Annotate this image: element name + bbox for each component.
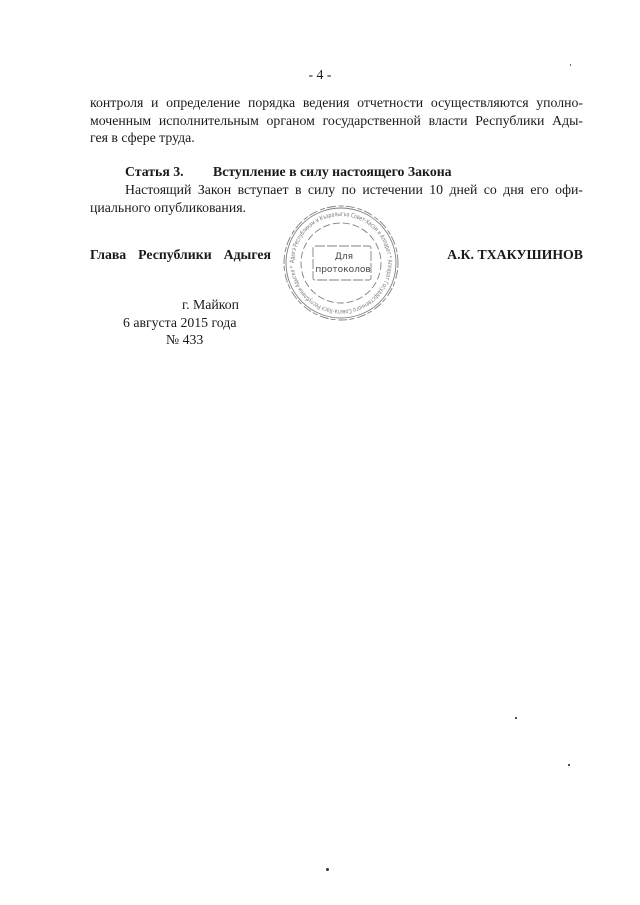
scan-speck	[515, 717, 517, 719]
article-line: Настоящий Закон вступает в силу по истечении 10 дней со дня его офи-	[125, 182, 583, 197]
law-number: № 433	[166, 332, 204, 347]
article-number: Статья 3.	[125, 164, 184, 179]
body-paragraph	[90, 94, 583, 147]
scan-speck	[326, 868, 329, 871]
body-line: контроля и определение порядка ведения отчетности осуществляются уполно-	[90, 95, 583, 110]
date: 6 августа 2015 года	[123, 315, 237, 330]
signatory-position: Глава Республики Адыгея	[90, 247, 271, 262]
svg-text:протоколов: протоколов	[315, 265, 371, 275]
scan-speck	[570, 64, 571, 66]
svg-text:Для: Для	[334, 252, 354, 262]
scan-speck	[568, 764, 570, 766]
article-line: циального опубликования.	[90, 200, 246, 215]
page-number: - 4 -	[308, 67, 332, 82]
body-line: моченным исполнительным органом государственной власти Республики Ады-	[90, 112, 583, 128]
official-stamp	[280, 202, 402, 324]
signatory-name: А.К. ТХАКУШИНОВ	[447, 247, 583, 262]
place: г. Майкоп	[182, 297, 240, 312]
svg-text:Адыгэ Республикэм и Къэралыгъо: Адыгэ Республикэм и Къэралыгъо Совет-Хасэм и Аппарат * Аппарат Государственного Совета-Хасэ Республики Адыгея *	[288, 210, 394, 316]
body-line: гея в сфере труда.	[90, 130, 195, 146]
article-title: Вступление в силу настоящего Закона	[213, 164, 452, 179]
